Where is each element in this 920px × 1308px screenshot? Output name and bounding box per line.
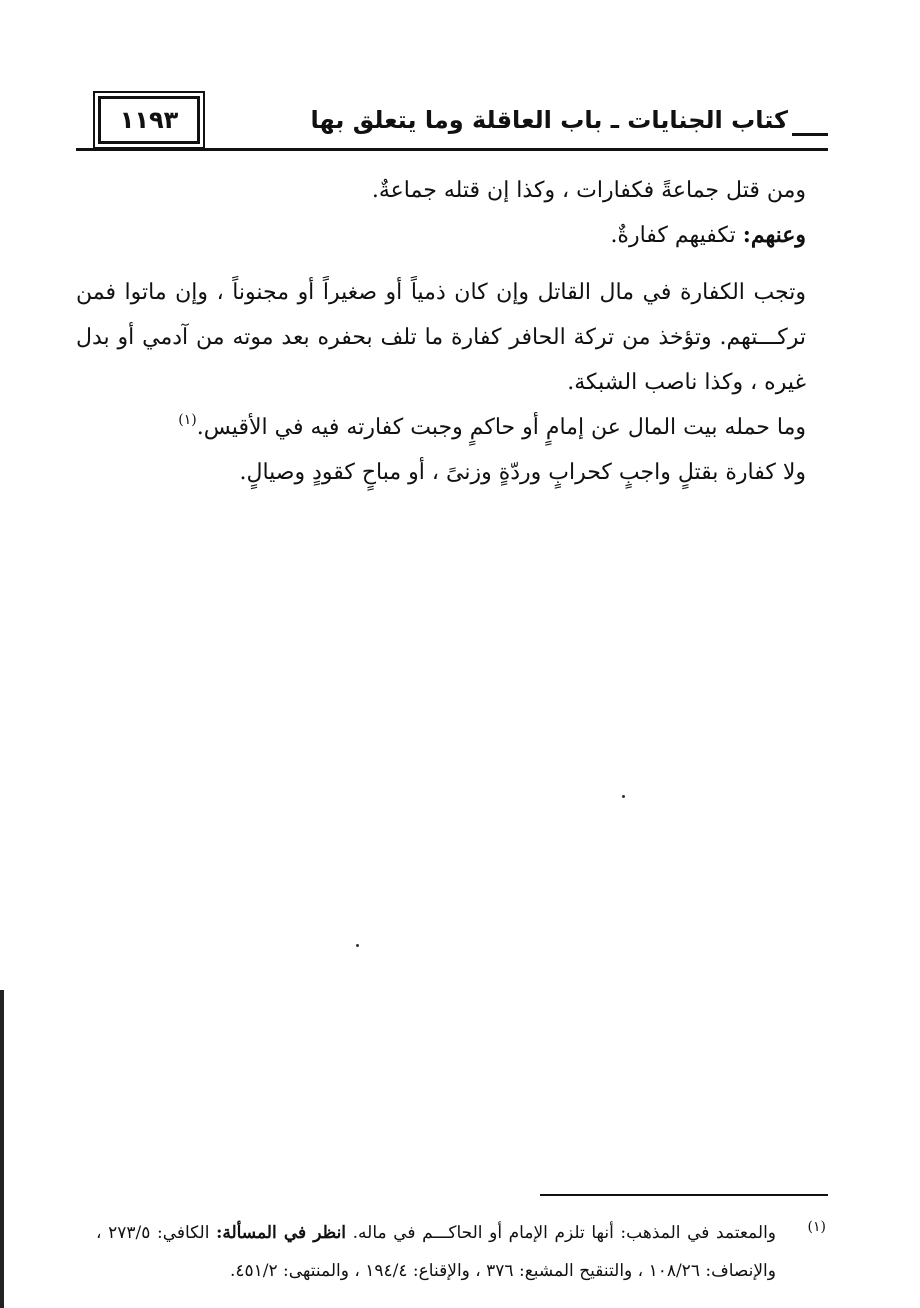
paragraph-lead: وعنهم: — [742, 222, 806, 248]
paragraph: وتجب الكفارة في مال القاتل وإن كان ذمياً أو صغيراً أو مجنوناً ، وإن ماتوا فمن تركـــتهم. وتؤخذ من تركة الحافر كفارة ما تلف بحفره بعد موته من آدمي أو بدل غيره ، وكذا ناصب الشبكة. — [76, 280, 806, 395]
paragraph-text: وما حمله بيت المال عن إمامٍ أو حاكمٍ وجبت كفارته فيه في الأقيس. — [196, 415, 806, 440]
footnote-marker: (١) — [807, 1219, 826, 1235]
footnote — [96, 1214, 826, 1290]
footnotes — [96, 1214, 826, 1290]
footnote-reference[interactable]: (١) — [178, 412, 197, 428]
header-rule — [76, 148, 828, 151]
scan-binding-shadow — [0, 990, 4, 1308]
page-number: ١١٩٣ — [98, 96, 200, 144]
scan-speck — [356, 944, 359, 947]
paragraph-text: تكفيهم كفارةٌ. — [610, 223, 743, 248]
page-header — [76, 92, 828, 154]
paragraph: ومن قتل جماعةً فكفارات ، وكذا إن قتله جماعةٌ. — [371, 178, 806, 203]
chapter-title: كتاب الجنايات ـ باب العاقلة وما يتعلق بها — [300, 106, 828, 134]
main-text — [76, 168, 806, 495]
footnote-bold-text: انظر في المسألة: — [216, 1223, 347, 1243]
paragraph: ولا كفارة بقتلٍ واجبٍ كحرابٍ وردّةٍ وزنىً ، أو مباحٍ كقودٍ وصيالٍ. — [239, 460, 806, 485]
footnote-text: الكافي: ٢٧٣/٥ ، والإنصاف: ١٠٨/٢٦ ، والتنقيح المشبع: ٣٧٦ ، والإقناع: ١٩٤/٤ ، والمنتهى: ٤٥١/٢. — [96, 1223, 776, 1281]
header-dash — [792, 133, 828, 136]
paragraph — [76, 405, 806, 450]
paragraph — [76, 213, 806, 258]
footnote-text: والمعتمد في المذهب: أنها تلزم الإمام أو الحاكـــم في ماله. — [346, 1223, 776, 1243]
scan-speck — [622, 795, 625, 798]
footnote-separator — [540, 1194, 828, 1196]
